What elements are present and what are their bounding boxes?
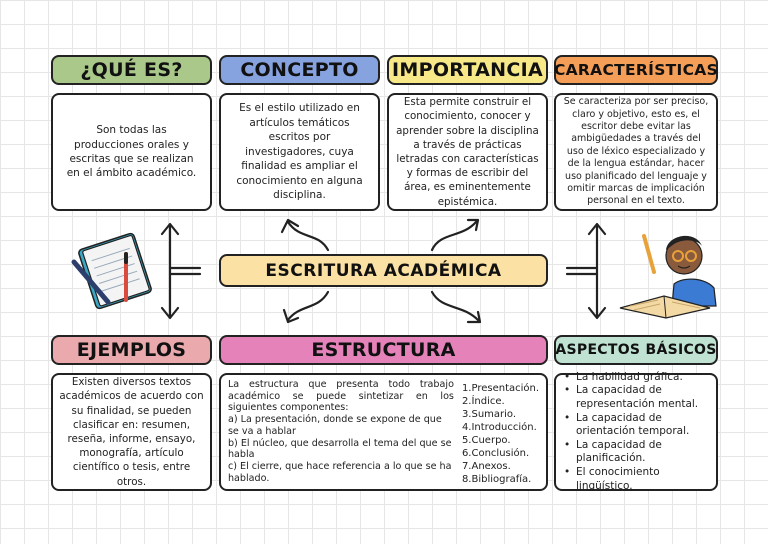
caracteristicas-text: Se caracteriza por ser preciso, claro y objetivo, esto es, el escritor debe evitar las ambigüedades a través del uso de léxico especializado y de la lengua estándar, hacer uso planificado del lenguaje y omitir marcas de implicación personal en el texto. [563, 96, 709, 207]
list-item: 2.Índice. [461, 396, 505, 407]
estructura-list [462, 382, 539, 486]
header-importancia: IMPORTANCIA [387, 55, 548, 85]
list-item: 5.Cuerpo. [461, 435, 511, 446]
list-item: 1.Presentación. [461, 383, 540, 394]
student-illustration [614, 226, 724, 321]
list-item: • La capacidad de planificación. [562, 439, 710, 466]
header-aspectos: ASPECTOS BÁSICOS [554, 335, 718, 365]
header-estructura: ESTRUCTURA [219, 335, 548, 365]
que-es-text: Son todas las producciones orales y escritas que se realizan en el ámbito académico. [66, 124, 197, 180]
arrow-to-estructura-left [284, 292, 328, 322]
estructura-part: c) El cierre, que hace referencia a lo que se ha hablado. [227, 460, 452, 484]
estructura-intro: La estructura que presenta todo trabajo académico se puede sintetizar en los siguientes componentes: [227, 379, 454, 414]
list-item: 8.Bibliografía. [461, 474, 532, 485]
list-item: • La capacidad de representación mental. [562, 384, 710, 411]
arrow-to-importancia [432, 220, 478, 250]
estructura-paragraph [228, 379, 454, 484]
box-ejemplos [51, 373, 212, 491]
ejemplos-text: Existen diversos textos académicos de acuerdo con su finalidad, se pueden clasificar en: resumen, reseña, informe, ensayo, monografía, artículo científico o tesis, entre otros. [59, 376, 204, 488]
list-item: 3.Sumario. [461, 409, 517, 420]
center-title: ESCRITURA ACADÉMICA [219, 254, 548, 287]
box-importancia [387, 93, 548, 211]
header-ejemplos: EJEMPLOS [51, 335, 212, 365]
right-connector [589, 278, 605, 318]
header-que-es: ¿QUÉ ES? [51, 55, 212, 85]
estructura-part: a) La presentación, donde se expone de que se va a hablar [227, 414, 442, 437]
list-item: 4.Introducción. [461, 422, 537, 433]
aspectos-list [562, 371, 710, 494]
importancia-text: Esta permite construir el conocimiento, conocer y aprender sobre la disciplina a través de prácticas letradas con características y formas de escribir del área, es eminentemente epistémica. [396, 96, 539, 208]
right-connector [589, 224, 605, 262]
box-que-es [51, 93, 212, 211]
list-item: 7.Anexos. [461, 461, 511, 472]
arrow-to-concepto [282, 220, 328, 250]
box-concepto [219, 93, 380, 211]
right-connector [567, 268, 597, 274]
list-item: • La habilidad gráfica. [562, 371, 710, 385]
arrow-to-estructura-right [432, 292, 480, 322]
list-item: • El conocimiento lingüístico. [562, 466, 710, 493]
concepto-text: Es el estilo utilizado en artículos temáticos escritos por investigadores, cuya finalidad es ampliar el conocimiento en alguna disciplina. [236, 102, 363, 202]
box-caracteristicas [554, 93, 718, 211]
estructura-part: b) El núcleo, que desarrolla el tema del que se habla [227, 437, 452, 461]
list-item: • La capacidad de orientación temporal. [562, 412, 710, 439]
left-connector [162, 278, 178, 318]
left-connector [162, 224, 178, 262]
list-item: 6.Conclusión. [461, 448, 530, 459]
header-concepto: CONCEPTO [219, 55, 380, 85]
left-connector [170, 268, 200, 274]
header-caracteristicas: CARACTERÍSTICAS [554, 55, 718, 85]
notebook-illustration [68, 232, 158, 312]
box-estructura [219, 373, 548, 491]
box-aspectos [554, 370, 718, 492]
